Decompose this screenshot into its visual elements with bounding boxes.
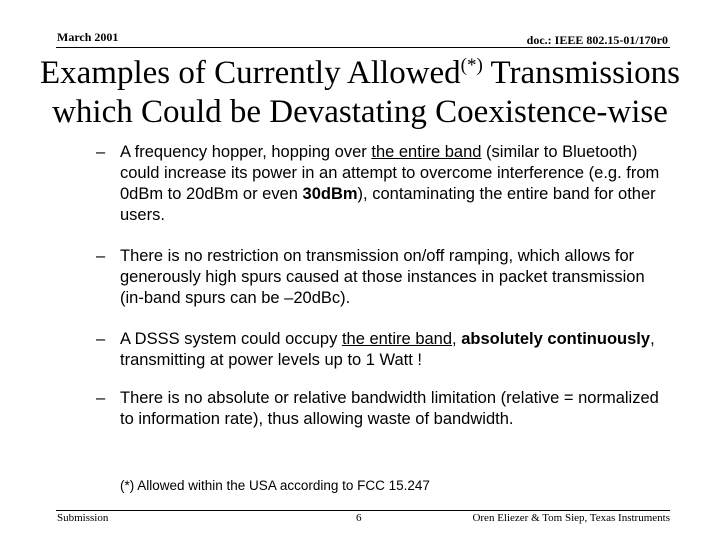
bullet-underlined-text: the entire band (371, 143, 482, 161)
bullet-text: A DSSS system could occupy (120, 330, 342, 348)
footer-submission: Submission (57, 512, 109, 524)
bullet-dash: – (96, 330, 106, 348)
bullet-text: There is no absolute or relative bandwidth limitation (relative = normalized to information rate), thus allowing waste of bandwidth. (120, 389, 659, 428)
bullet-dash: – (96, 247, 106, 265)
bullet-text: A frequency hopper, hopping over (120, 143, 372, 161)
header-divider (56, 47, 670, 48)
slide-title (0, 54, 720, 132)
bullet-underlined-text: the entire band (341, 330, 453, 348)
title-line-1-post: Transmissions (482, 55, 680, 91)
bullet-text: (similar to Bluetooth) could increase its power in an attempt to overcome interference (e.g. from 0dBm to 20dBm or even (120, 143, 660, 203)
bullet-dash: – (96, 143, 106, 161)
bullet-text: There is no restriction on transmission on/off ramping, which allows for generously high spurs caused at those instances in packet transmission (in-band spurs can be –20dBc). (120, 247, 645, 307)
title-footnote-marker: (*) (460, 55, 483, 76)
bullet-dash: – (96, 389, 106, 407)
bullet-item (96, 388, 666, 430)
bullet-bold-text: absolutely continuously (461, 330, 651, 348)
bullet-item (96, 142, 666, 226)
title-line-1-pre: Examples of Currently Allowed (40, 55, 461, 91)
bullet-bold-text: 30dBm (302, 185, 358, 203)
page-number: 6 (356, 512, 362, 524)
footnote: (*) Allowed within the USA according to FCC 15.247 (120, 478, 430, 493)
title-line-1 (0, 54, 720, 93)
header-doc-id: doc.: IEEE 802.15-01/170r0 (526, 33, 668, 47)
bullet-text: ), contaminating the entire band for other users. (120, 185, 656, 224)
bullet-item (96, 246, 666, 309)
bullet-text: , (452, 330, 462, 348)
footer-authors: Oren Eliezer & Tom Siep, Texas Instruments (472, 512, 670, 524)
title-line-2: which Could be Devastating Coexistence-wise (52, 94, 668, 130)
bullet-text: , transmitting at power levels up to 1 Watt ! (120, 330, 655, 369)
header-date: March 2001 (57, 30, 119, 44)
bullet-item (96, 329, 666, 371)
footer-divider (56, 510, 670, 511)
